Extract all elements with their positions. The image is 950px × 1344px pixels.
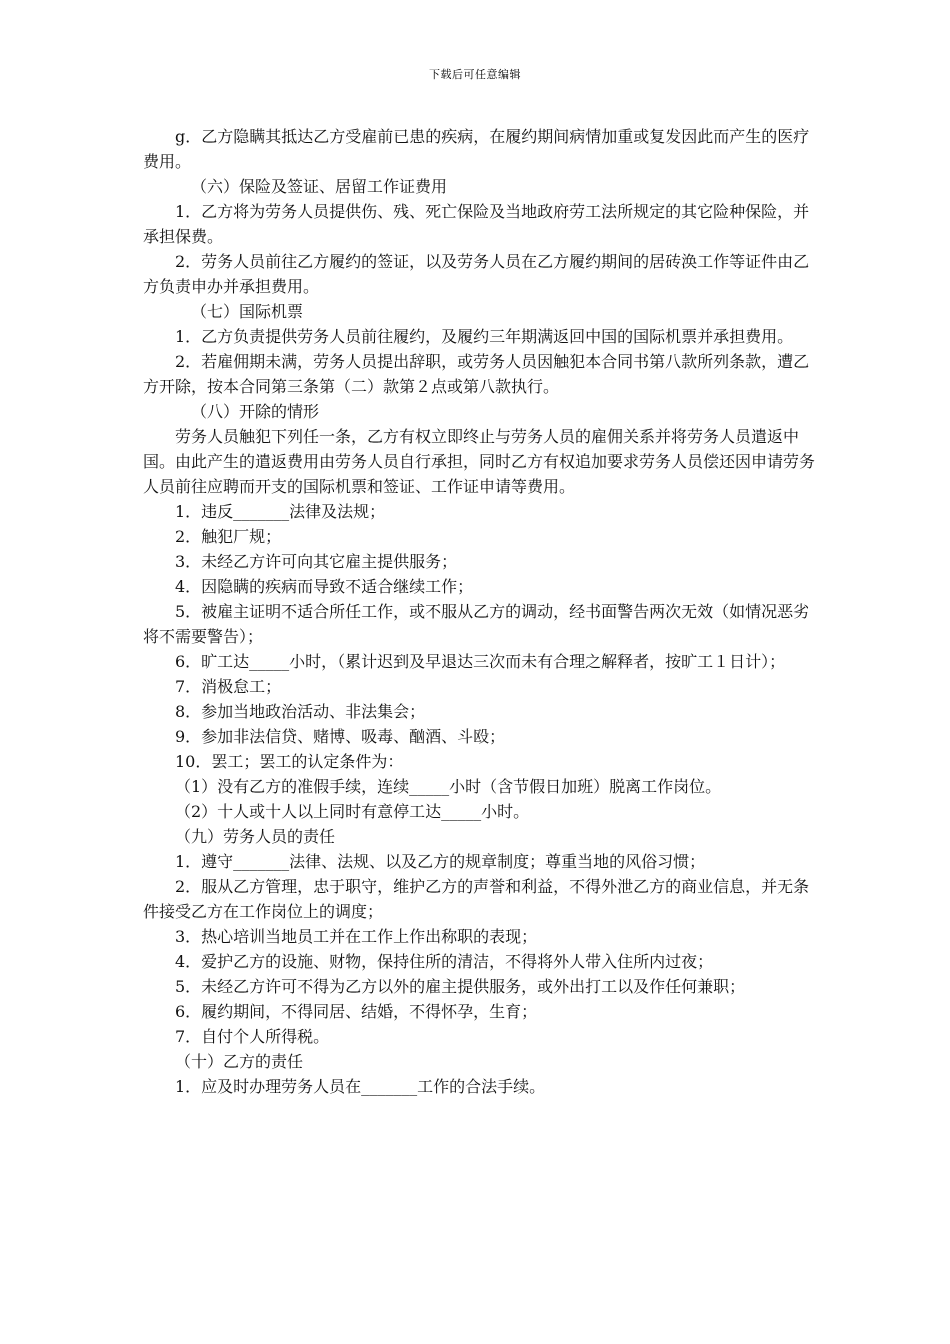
contract-body — [143, 124, 823, 1099]
contract-paragraph: 1．违反_______法律及法规； — [175, 502, 386, 521]
contract-paragraph: 4．爱护乙方的设施、财物，保持住所的清洁，不得将外人带入住所内过夜； — [175, 952, 714, 971]
contract-paragraph: 7．消极怠工； — [175, 677, 282, 696]
contract-paragraph: 10．罢工；罢工的认定条件为： — [175, 752, 404, 771]
contract-paragraph: 2．若雇佣期未满，劳务人员提出辞职，或劳务人员因触犯本合同书第八款所列条款，遭乙方开除，按本合同第三条第（二）款第２点或第八款执行。 — [143, 352, 810, 396]
contract-paragraph: 6．旷工达_____小时，（累计迟到及早退达三次而未有合理之解释者，按旷工１日计）； — [175, 652, 786, 671]
contract-paragraph: 1．应及时办理劳务人员在_______工作的合法手续。 — [175, 1077, 546, 1096]
contract-paragraph: 2．触犯厂规； — [175, 527, 282, 546]
contract-paragraph: g．乙方隐瞒其抵达乙方受雇前已患的疾病，在履约期间病情加重或复发因此而产生的医疗费用。 — [143, 127, 810, 171]
contract-paragraph: 劳务人员触犯下列任一条，乙方有权立即终止与劳务人员的雇佣关系并将劳务人员遣返中国。由此产生的遣返费用由劳务人员自行承担，同时乙方有权追加要求劳务人员偿还因申请劳务人员前往应聘而开支的国际机票和签证、工作证申请等费用。 — [143, 427, 816, 496]
contract-paragraph: 6．履约期间，不得同居、结婚，不得怀孕，生育； — [175, 1002, 538, 1021]
contract-paragraph: 1．乙方负责提供劳务人员前往履约，及履约三年期满返回中国的国际机票并承担费用。 — [175, 327, 794, 346]
contract-paragraph: 5．未经乙方许可不得为乙方以外的雇主提供服务，或外出打工以及作任何兼职； — [175, 977, 746, 996]
contract-paragraph: （十）乙方的责任 — [175, 1052, 304, 1071]
contract-paragraph: 8．参加当地政治活动、非法集会； — [175, 702, 426, 721]
contract-paragraph: （七）国际机票 — [191, 302, 304, 321]
contract-paragraph: （1）没有乙方的准假手续，连续_____小时（含节假日加班）脱离工作岗位。 — [175, 777, 722, 796]
contract-paragraph: 2．服从乙方管理，忠于职守，维护乙方的声誉和利益，不得外泄乙方的商业信息，并无条件接受乙方在工作岗位上的调度； — [143, 877, 810, 921]
contract-paragraph: （六）保险及签证、居留工作证费用 — [191, 177, 448, 196]
contract-paragraph: 1．乙方将为劳务人员提供伤、残、死亡保险及当地政府劳工法所规定的其它险种保险，并承担保费。 — [143, 202, 810, 246]
contract-paragraph: 1．遵守_______法律、法规、以及乙方的规章制度；尊重当地的风俗习惯； — [175, 852, 706, 871]
contract-paragraph: （八）开除的情形 — [191, 402, 320, 421]
contract-paragraph: 9．参加非法信贷、赌博、吸毒、酗酒、斗殴； — [175, 727, 506, 746]
contract-paragraph: 4．因隐瞒的疾病而导致不适合继续工作； — [175, 577, 474, 596]
contract-paragraph: （2）十人或十人以上同时有意停工达_____小时。 — [175, 802, 530, 821]
contract-paragraph: 3．热心培训当地员工并在工作上作出称职的表现； — [175, 927, 538, 946]
contract-paragraph: 2．劳务人员前往乙方履约的签证，以及劳务人员在乙方履约期间的居砖涣工作等证件由乙方负责申办并承担费用。 — [143, 252, 810, 296]
contract-paragraph: （九）劳务人员的责任 — [175, 827, 336, 846]
contract-paragraph: 7．自付个人所得税。 — [175, 1027, 330, 1046]
contract-paragraph: 3．未经乙方许可向其它雇主提供服务； — [175, 552, 458, 571]
contract-paragraph: 5．被雇主证明不适合所任工作，或不服从乙方的调动，经书面警告两次无效（如情况恶劣将不需要警告）； — [143, 602, 810, 646]
page-header-note: 下载后可任意编辑 — [429, 68, 521, 81]
